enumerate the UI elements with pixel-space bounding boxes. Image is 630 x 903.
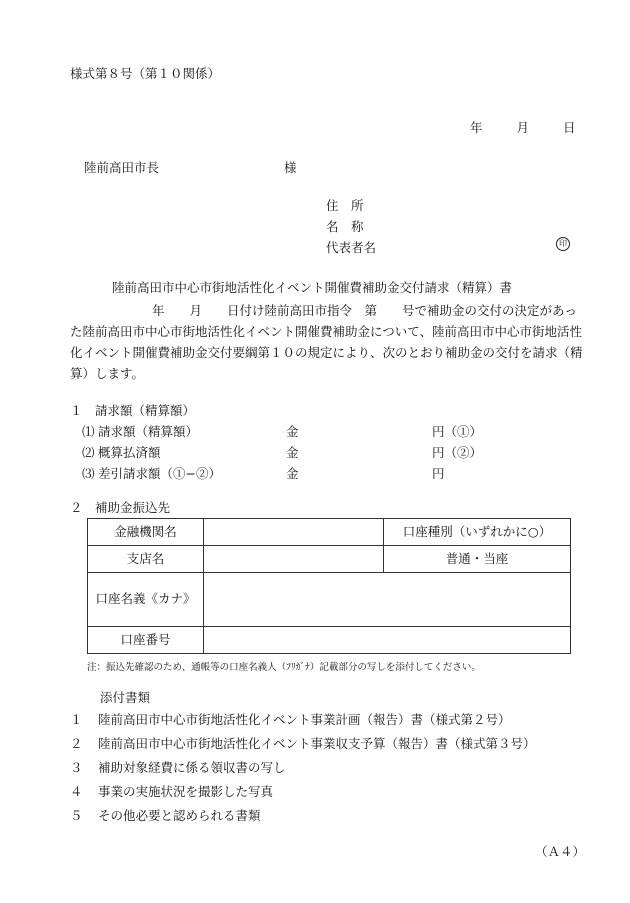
- addressee: [84, 160, 304, 176]
- applicant-address-label: 住 所: [326, 198, 364, 213]
- attachment-number: ３: [70, 760, 83, 775]
- item-yen: 円（②）: [432, 445, 483, 460]
- item-yen: 円（①）: [432, 424, 483, 439]
- section1-item: [70, 466, 570, 487]
- seal-mark: 印: [556, 237, 570, 251]
- item-kin: 金: [286, 466, 299, 481]
- item-label: 概算払済額: [98, 445, 161, 460]
- attachment-text: 陸前高田市中心市街地活性化イベント事業計画（報告）書（様式第２号）: [98, 712, 511, 727]
- account-holder-field[interactable]: [204, 573, 571, 627]
- branch-field[interactable]: [204, 546, 384, 573]
- addressee-name: 陸前高田市長: [84, 160, 160, 175]
- attachment-number: ４: [70, 784, 83, 799]
- account-type-value[interactable]: 普通・当座: [384, 546, 571, 573]
- applicant-name-label: 名 称: [326, 219, 364, 234]
- form-number: 様式第８号（第１０関係）: [70, 66, 221, 81]
- date-month: 月: [516, 120, 530, 135]
- date-year: 年: [470, 120, 483, 135]
- date-day: 日: [563, 120, 576, 135]
- attachments-title: 添付書類: [100, 690, 151, 705]
- attachment-text: 事業の実施状況を撮影した写真: [98, 784, 274, 799]
- transfer-note: 注：振込先確認のため、通帳等の口座名義人（ﾌﾘｶﾞﾅ）記載部分の写しを添付してください。: [87, 662, 481, 673]
- section1-item: [70, 424, 570, 445]
- item-yen: 円: [432, 466, 445, 481]
- item-kin: 金: [286, 445, 299, 460]
- body-text: 年 月 日付け陸前高田市指令 第 号で補助金の交付の決定があった陸前高田市中心市街地活性化イベント開催費補助金について、陸前高田市中心市街地活性化イベント開催費補助金交付要綱第１０の規定により、次のとおり補助金の交付を請求（精算）します。: [70, 303, 583, 381]
- item-number: ⑴: [82, 424, 95, 439]
- attachment-number: １: [70, 712, 83, 727]
- item-number: ⑶: [82, 466, 95, 481]
- attachment-number: ５: [70, 808, 83, 823]
- attachment-number: ２: [70, 736, 83, 751]
- bank-name-label: 金融機関名: [88, 519, 204, 546]
- date-line: [470, 120, 576, 136]
- document-title: 陸前高田市中心市街地活性化イベント開催費補助金交付請求（精算）書: [112, 280, 513, 295]
- account-type-label: 口座種別（いずれかに○）: [384, 519, 571, 546]
- section-request-amount: [70, 403, 570, 487]
- account-number-label: 口座番号: [88, 627, 204, 654]
- section1-title: １ 請求額（精算額）: [70, 403, 196, 418]
- bank-account-table: [87, 518, 571, 654]
- account-number-field[interactable]: [204, 627, 571, 654]
- account-holder-label: 口座名義《カナ》: [88, 573, 204, 627]
- paper-size-label: （Ａ４）: [535, 844, 586, 859]
- bank-name-field[interactable]: [204, 519, 384, 546]
- addressee-honorific: 様: [284, 160, 297, 175]
- applicant-block: [326, 198, 376, 261]
- item-label: 差引請求額（①−②）: [98, 466, 221, 481]
- item-number: ⑵: [82, 445, 95, 460]
- applicant-rep-label: 代表者名: [326, 240, 377, 255]
- item-label: 請求額（精算額）: [98, 424, 199, 439]
- attachment-text: 陸前高田市中心市街地活性化イベント事業収支予算（報告）書（様式第３号）: [98, 736, 536, 751]
- section1-item: [70, 445, 570, 466]
- item-kin: 金: [286, 424, 299, 439]
- attachment-text: その他必要と認められる書類: [98, 808, 261, 823]
- section2-title: ２ 補助金振込先: [70, 500, 171, 515]
- branch-label: 支店名: [88, 546, 204, 573]
- attachment-text: 補助対象経費に係る領収書の写し: [98, 760, 286, 775]
